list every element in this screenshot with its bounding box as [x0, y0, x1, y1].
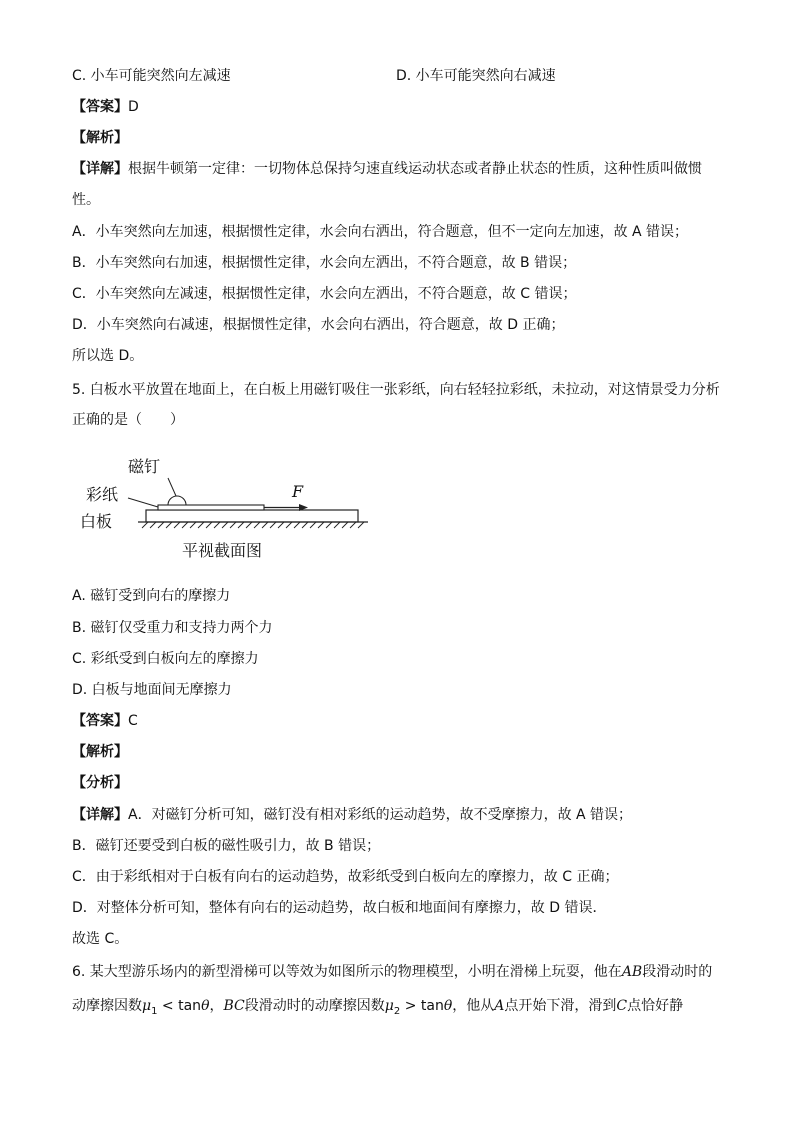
q4-detail-2: 性。: [72, 192, 100, 208]
q4-conclusion: 所以选 D。: [72, 348, 144, 364]
theta-1: θ: [201, 998, 210, 1014]
q5-stem-1: 5. 白板水平放置在地面上，在白板上用磁钉吸住一张彩纸，向右轻轻拉彩纸，未拉动，对这情景受力分析: [72, 382, 720, 398]
q4-answer: [72, 97, 139, 117]
board-shape: [146, 510, 358, 522]
q5-analysis-tag: 【解析】: [72, 744, 128, 760]
q5-answer: [72, 711, 138, 731]
point-c: C: [616, 998, 628, 1014]
mu2-symbol: μ: [384, 998, 394, 1014]
q4-options-row: [72, 66, 556, 86]
answer-tag: 【答案】: [72, 713, 128, 729]
q5-line-b: B．磁钉还要受到白板的磁性吸引力，故 B 错误；: [72, 838, 381, 854]
q6-text: 段滑动时的动摩擦因数: [244, 998, 385, 1014]
q5-option-a: A. 磁钉受到向右的摩擦力: [72, 588, 231, 604]
q5-stem-2: 正确的是（ ）: [72, 412, 184, 428]
q5-detail-a: [72, 805, 632, 825]
q6-stem-1: [72, 962, 712, 982]
answer-value: D: [128, 99, 139, 115]
q4-detail-1: [72, 159, 702, 179]
detail-text: 根据牛顿第一定律：一切物体总保持匀速直线运动状态或者静止状态的性质，这种性质叫做惯: [128, 161, 702, 177]
q5-fenxi-tag: 【分析】: [72, 775, 128, 791]
q4-option-d: D. 小车可能突然向右减速: [396, 68, 556, 84]
q6-stem-2: [72, 996, 683, 1022]
q6-text: ，他从: [452, 998, 495, 1014]
q6-text: 点开始下滑，滑到: [504, 998, 617, 1014]
q5-option-b: B. 磁钉仅受重力和支持力两个力: [72, 620, 273, 636]
q4-option-c: C. 小车可能突然向左减速: [72, 68, 231, 84]
segment-ab: AB: [621, 964, 643, 980]
point-a: A: [494, 998, 505, 1014]
q5-line-c: C．由于彩纸相对于白板有向右的运动趋势，故彩纸受到白板向左的摩擦力，故 C 正确；: [72, 869, 619, 885]
label-force: F: [292, 482, 304, 501]
answer-tag: 【答案】: [72, 99, 128, 115]
q5-line-d: D．对整体分析可知，整体有向右的运动趋势，故白板和地面间有摩擦力，故 D 错误．: [72, 900, 607, 916]
label-paper: 彩纸: [86, 485, 119, 504]
q5-option-c: C. 彩纸受到白板向左的摩擦力: [72, 651, 259, 667]
ground-hatch: [142, 522, 364, 528]
mu1-symbol: μ: [142, 998, 152, 1014]
compare-1: < tan: [157, 998, 202, 1014]
detail-tag: 【详解】: [72, 807, 128, 823]
magnet-shape: [168, 496, 186, 505]
magnet-leader: [168, 478, 176, 496]
segment-bc: BC: [223, 998, 245, 1014]
q6-text: 点恰好静: [627, 998, 684, 1014]
q4-line-b: B．小车突然向右加速，根据惯性定律，水会向左洒出，不符合题意，故 B 错误；: [72, 255, 577, 271]
mu1-subscript: 1: [151, 1005, 158, 1017]
detail-tag: 【详解】: [72, 161, 128, 177]
label-board: 白板: [80, 512, 113, 531]
detail-text: A．对磁钉分析可知，磁钉没有相对彩纸的运动趋势，故不受摩擦力，故 A 错误；: [128, 807, 633, 823]
paper-shape: [158, 505, 264, 510]
answer-value: C: [128, 713, 138, 729]
q4-line-d: D．小车突然向右减速，根据惯性定律，水会向右洒出，符合题意，故 D 正确；: [72, 317, 565, 333]
q6-text: ，: [209, 998, 224, 1014]
q5-option-d: D. 白板与地面间无摩擦力: [72, 682, 232, 698]
theta-2: θ: [443, 998, 453, 1014]
q4-line-c: C．小车突然向左减速，根据惯性定律，水会向左洒出，不符合题意，故 C 错误；: [72, 286, 577, 302]
paper-leader: [128, 498, 158, 507]
compare-2: > tan: [400, 998, 444, 1014]
figure-caption: 平视截面图: [182, 541, 263, 560]
q6-text: 6. 某大型游乐场内的新型滑梯可以等效为如图所示的物理模型，小明在滑梯上玩耍，他在: [72, 964, 622, 980]
label-magnet: 磁钉: [128, 457, 161, 476]
q4-analysis-tag: 【解析】: [72, 130, 128, 146]
q4-line-a: A．小车突然向左加速，根据惯性定律，水会向右洒出，符合题意，但不一定向左加速，故 A 错误；: [72, 224, 689, 240]
q5-conclusion: 故选 C。: [72, 931, 129, 947]
q6-text: 段滑动时的: [642, 964, 713, 980]
mu2-subscript: 2: [393, 1005, 401, 1017]
q5-figure: [80, 452, 380, 564]
q6-text: 动摩擦因数: [72, 998, 142, 1014]
